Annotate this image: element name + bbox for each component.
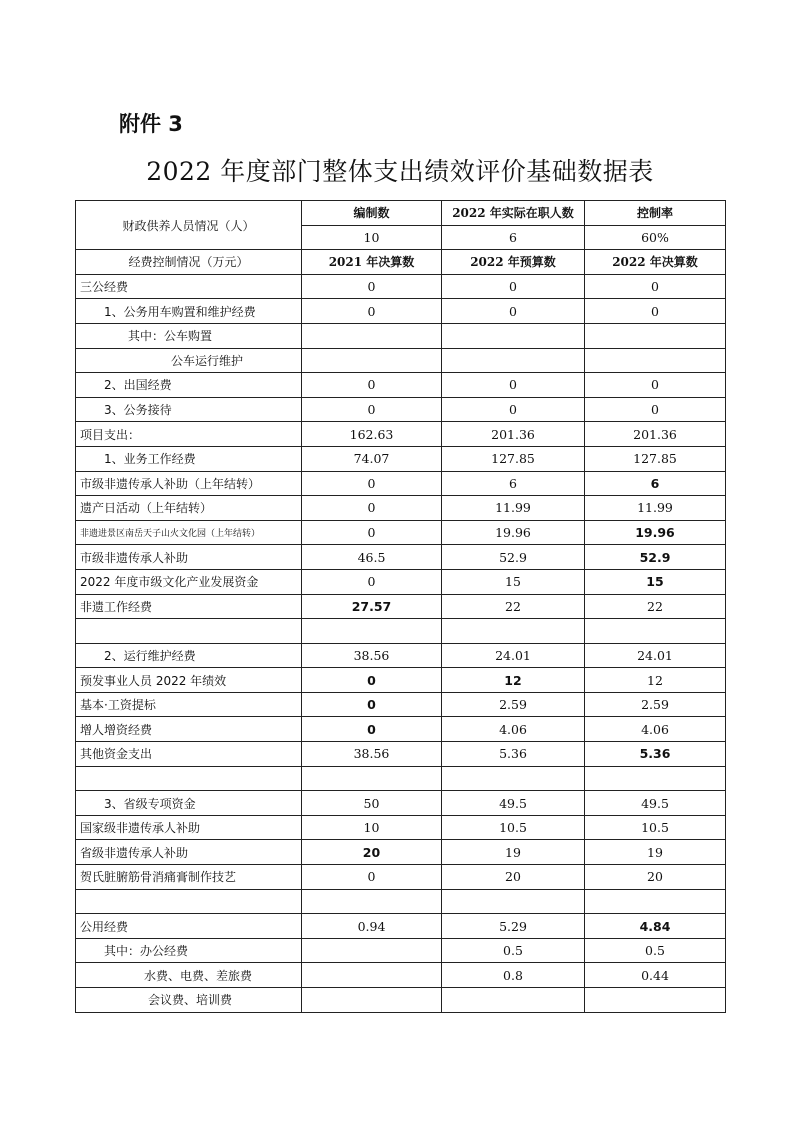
value-2022-final: 15 — [585, 569, 726, 594]
value-2022-final: 2.59 — [585, 692, 726, 717]
value-2022-final: 0.5 — [585, 938, 726, 963]
staff-header-authorized: 编制数 — [302, 201, 442, 226]
table-row — [76, 496, 726, 521]
row-label: 非遗进景区南岳天子山火文化园（上年结转） — [76, 520, 302, 545]
value-2022-budget — [442, 323, 585, 348]
value-2022-budget: 5.36 — [442, 742, 585, 767]
value-2022-budget: 10.5 — [442, 815, 585, 840]
row-label: 项目支出： — [76, 422, 302, 447]
value-2022-final: 22 — [585, 594, 726, 619]
table-row — [76, 963, 726, 988]
table-row — [76, 446, 726, 471]
value-2022-final: 0 — [585, 373, 726, 398]
row-label: 其中：公车购置 — [76, 323, 302, 348]
staff-value-authorized: 10 — [302, 225, 442, 250]
table-row — [76, 717, 726, 742]
row-label: 其中：办公经费 — [76, 938, 302, 963]
value-2022-final: 11.99 — [585, 496, 726, 521]
table-row — [76, 520, 726, 545]
row-label: 市级非遗传承人补助（上年结转） — [76, 471, 302, 496]
value-2021-final: 38.56 — [302, 643, 442, 668]
value-2021-final: 0 — [302, 397, 442, 422]
value-2022-final: 19 — [585, 840, 726, 865]
value-2022-final: 19.96 — [585, 520, 726, 545]
table-row — [76, 471, 726, 496]
expense-rows — [76, 274, 726, 1012]
table-row — [76, 594, 726, 619]
value-2021-final — [302, 619, 442, 644]
table-row — [76, 692, 726, 717]
value-2022-budget: 22 — [442, 594, 585, 619]
value-2022-budget: 24.01 — [442, 643, 585, 668]
value-2022-final — [585, 323, 726, 348]
table-row — [76, 545, 726, 570]
value-2022-final: 4.84 — [585, 914, 726, 939]
value-2021-final: 20 — [302, 840, 442, 865]
table-row — [76, 373, 726, 398]
row-label: 3、公务接待 — [76, 397, 302, 422]
table-row — [76, 619, 726, 644]
row-label: 1、公务用车购置和维护经费 — [76, 299, 302, 324]
value-2021-final — [302, 348, 442, 373]
value-2022-budget: 20 — [442, 865, 585, 890]
value-2022-final: 127.85 — [585, 446, 726, 471]
row-label: 遗产日活动（上年结转） — [76, 496, 302, 521]
row-label: 2022 年度市级文化产业发展资金 — [76, 569, 302, 594]
value-2022-budget: 5.29 — [442, 914, 585, 939]
value-2022-budget: 19 — [442, 840, 585, 865]
value-2022-budget: 4.06 — [442, 717, 585, 742]
value-2021-final: 0.94 — [302, 914, 442, 939]
value-2022-budget: 0 — [442, 373, 585, 398]
value-2022-final: 201.36 — [585, 422, 726, 447]
value-2021-final: 0 — [302, 496, 442, 521]
value-2022-budget: 11.99 — [442, 496, 585, 521]
page-title: 2022 年度部门整体支出绩效评价基础数据表 — [146, 157, 654, 186]
value-2022-final — [585, 619, 726, 644]
staff-header-row — [76, 201, 726, 226]
expense-header-2022-final: 2022 年决算数 — [585, 250, 726, 275]
value-2022-final — [585, 766, 726, 791]
staff-label: 财政供养人员情况（人） — [76, 201, 302, 250]
staff-header-control-rate: 控制率 — [585, 201, 726, 226]
value-2022-budget: 0 — [442, 274, 585, 299]
value-2022-budget: 201.36 — [442, 422, 585, 447]
value-2022-final: 0.44 — [585, 963, 726, 988]
row-label: 2、运行维护经费 — [76, 643, 302, 668]
table-row — [76, 865, 726, 890]
value-2022-budget: 12 — [442, 668, 585, 693]
value-2022-budget: 0 — [442, 299, 585, 324]
value-2022-final — [585, 889, 726, 914]
row-label: 非遗工作经费 — [76, 594, 302, 619]
row-label: 其他资金支出 — [76, 742, 302, 767]
expense-header-2021-final: 2021 年决算数 — [302, 250, 442, 275]
value-2022-final: 10.5 — [585, 815, 726, 840]
staff-header-actual: 2022 年实际在职人数 — [442, 201, 585, 226]
value-2022-final: 0 — [585, 274, 726, 299]
value-2022-budget — [442, 988, 585, 1013]
table-row — [76, 988, 726, 1013]
value-2022-budget: 52.9 — [442, 545, 585, 570]
row-label: 2、出国经费 — [76, 373, 302, 398]
row-label: 国家级非遗传承人补助 — [76, 815, 302, 840]
row-label — [76, 619, 302, 644]
data-table — [75, 200, 726, 1013]
value-2021-final: 0 — [302, 520, 442, 545]
value-2021-final: 0 — [302, 865, 442, 890]
value-2021-final: 27.57 — [302, 594, 442, 619]
value-2022-budget: 0 — [442, 397, 585, 422]
value-2021-final: 0 — [302, 692, 442, 717]
row-label: 贺氏脏腑筋骨消痛膏制作技艺 — [76, 865, 302, 890]
table-row — [76, 569, 726, 594]
table-row — [76, 742, 726, 767]
table-row — [76, 914, 726, 939]
value-2022-final: 6 — [585, 471, 726, 496]
value-2022-final: 49.5 — [585, 791, 726, 816]
value-2022-budget: 15 — [442, 569, 585, 594]
row-label — [76, 766, 302, 791]
expense-header-2022-budget: 2022 年预算数 — [442, 250, 585, 275]
value-2022-budget — [442, 348, 585, 373]
row-label — [76, 889, 302, 914]
value-2021-final: 0 — [302, 569, 442, 594]
value-2021-final — [302, 323, 442, 348]
table-row — [76, 274, 726, 299]
value-2021-final — [302, 988, 442, 1013]
value-2022-budget: 19.96 — [442, 520, 585, 545]
table-row — [76, 791, 726, 816]
row-label: 3、省级专项资金 — [76, 791, 302, 816]
row-label: 省级非遗传承人补助 — [76, 840, 302, 865]
staff-value-control-rate: 60% — [585, 225, 726, 250]
value-2021-final: 162.63 — [302, 422, 442, 447]
row-label: 公用经费 — [76, 914, 302, 939]
table-row — [76, 889, 726, 914]
row-label: 水费、电费、差旅费 — [76, 963, 302, 988]
value-2021-final: 0 — [302, 717, 442, 742]
value-2022-final: 12 — [585, 668, 726, 693]
row-label: 基本·工资提标 — [76, 692, 302, 717]
value-2022-budget — [442, 889, 585, 914]
value-2022-budget: 0.5 — [442, 938, 585, 963]
staff-value-actual: 6 — [442, 225, 585, 250]
value-2022-final — [585, 988, 726, 1013]
value-2021-final: 46.5 — [302, 545, 442, 570]
value-2022-budget: 0.8 — [442, 963, 585, 988]
value-2022-final: 52.9 — [585, 545, 726, 570]
row-label: 会议费、培训费 — [76, 988, 302, 1013]
value-2022-final: 5.36 — [585, 742, 726, 767]
value-2021-final: 0 — [302, 274, 442, 299]
value-2021-final: 10 — [302, 815, 442, 840]
table-row — [76, 668, 726, 693]
table-row — [76, 299, 726, 324]
row-label: 公车运行维护 — [76, 348, 302, 373]
row-label: 增人增资经费 — [76, 717, 302, 742]
value-2022-final — [585, 348, 726, 373]
value-2021-final: 0 — [302, 373, 442, 398]
table-row — [76, 422, 726, 447]
value-2021-final: 50 — [302, 791, 442, 816]
value-2022-budget: 49.5 — [442, 791, 585, 816]
table-row — [76, 815, 726, 840]
value-2022-budget — [442, 766, 585, 791]
value-2022-budget: 6 — [442, 471, 585, 496]
table-row — [76, 938, 726, 963]
value-2022-final: 0 — [585, 299, 726, 324]
table-row — [76, 840, 726, 865]
value-2021-final — [302, 766, 442, 791]
value-2022-budget: 127.85 — [442, 446, 585, 471]
row-label: 三公经费 — [76, 274, 302, 299]
table-row — [76, 397, 726, 422]
value-2021-final: 38.56 — [302, 742, 442, 767]
value-2022-final: 0 — [585, 397, 726, 422]
value-2021-final — [302, 963, 442, 988]
value-2021-final: 0 — [302, 471, 442, 496]
value-2022-final: 20 — [585, 865, 726, 890]
row-label: 预发事业人员 2022 年绩效 — [76, 668, 302, 693]
value-2021-final — [302, 889, 442, 914]
table-row — [76, 643, 726, 668]
table-row — [76, 348, 726, 373]
value-2022-final: 4.06 — [585, 717, 726, 742]
table-row — [76, 323, 726, 348]
attachment-label: 附件 3 — [119, 112, 183, 136]
expense-header-row — [76, 250, 726, 275]
value-2021-final: 0 — [302, 668, 442, 693]
value-2021-final: 0 — [302, 299, 442, 324]
expense-label: 经费控制情况（万元） — [76, 250, 302, 275]
row-label: 1、业务工作经费 — [76, 446, 302, 471]
row-label: 市级非遗传承人补助 — [76, 545, 302, 570]
value-2022-budget: 2.59 — [442, 692, 585, 717]
value-2022-budget — [442, 619, 585, 644]
table-row — [76, 766, 726, 791]
value-2021-final — [302, 938, 442, 963]
value-2022-final: 24.01 — [585, 643, 726, 668]
value-2021-final: 74.07 — [302, 446, 442, 471]
